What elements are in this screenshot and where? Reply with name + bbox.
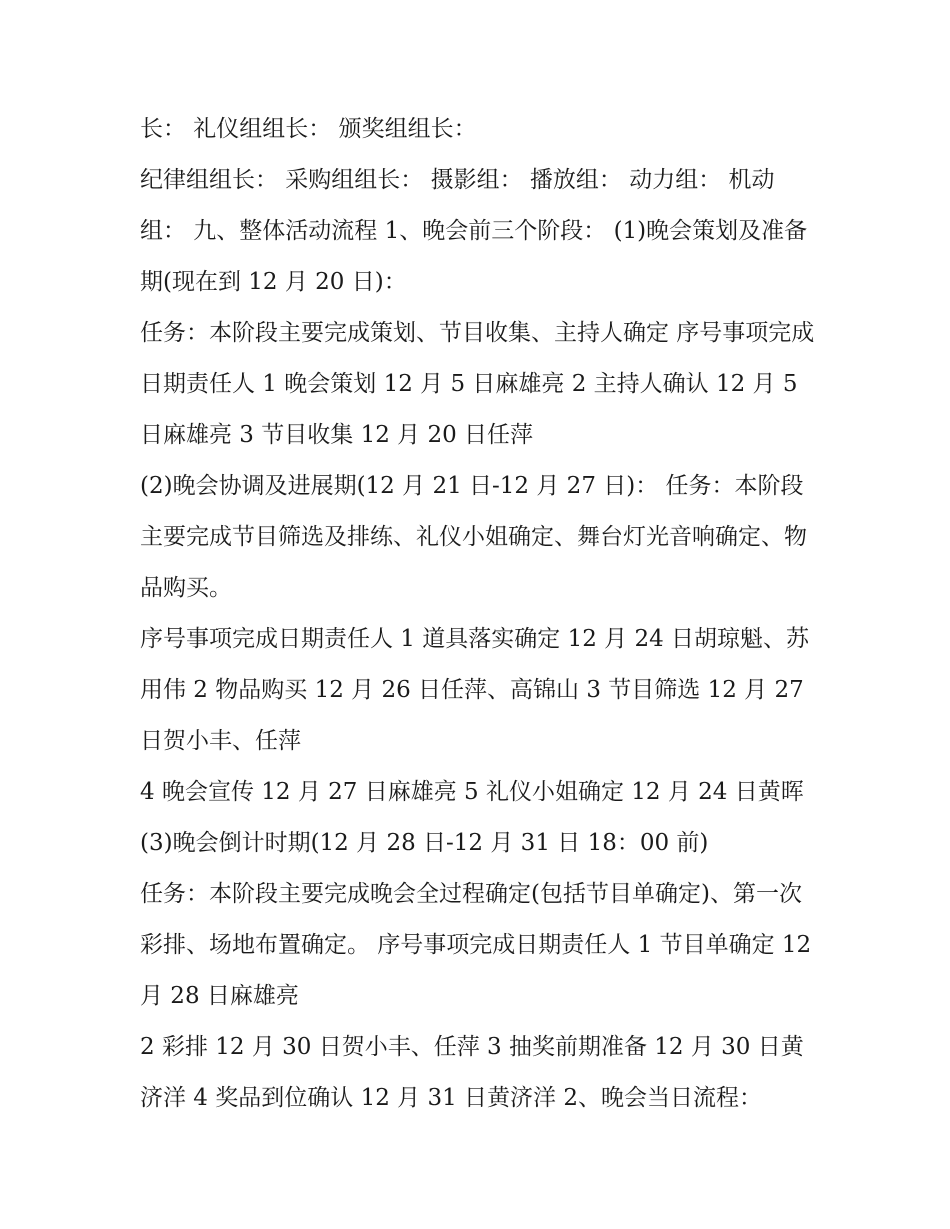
paragraph-stage3-tasks: 任务：本阶段主要完成晚会全过程确定(包括节目单确定)、第一次彩排、场地布置确定。 序号事项完成日期责任人 1 节目单确定 12 月 28 日麻雄亮 [140,881,812,1009]
paragraph-stage2-heading: (2)晚会协调及进展期(12 月 21 日-12 月 27 日)： 任务：本阶段主要完成节目筛选及排练、礼仪小姐确定、舞台灯光音响确定、物品购买。 [140,473,807,601]
document-body [140,104,820,1124]
paragraph-stage3-tasks-cont: 2 彩排 12 月 30 日贺小丰、任萍 3 抽奖前期准备 12 月 30 日黄济洋 4 奖品到位确认 12 月 31 日黄济洋 2、晚会当日流程： [140,1034,804,1111]
paragraph-stage2-tasks-cont: 4 晚会宣传 12 月 27 日麻雄亮 5 礼仪小姐确定 12 月 24 日黄晖 [140,779,804,805]
paragraph-stage3-heading: (3)晚会倒计时期(12 月 28 日-12 月 31 日 18：00 前) [140,830,709,856]
paragraph-committee-roles-part1: 长： 礼仪组组长： 颁奖组组长： [140,116,477,142]
paragraph-stage1-tasks: 任务：本阶段主要完成策划、节目收集、主持人确定 序号事项完成日期责任人 1 晚会策划 12 月 5 日麻雄亮 2 主持人确认 12 月 5 日麻雄亮 3 节目收集 12 月 20 日任萍 [140,320,815,448]
paragraph-committee-roles-part2: 纪律组组长： 采购组组长： 摄影组： 播放组： 动力组： 机动组： 九、整体活动流程 1、晚会前三个阶段： (1)晚会策划及准备期(现在到 12 月 20 日)： [140,167,808,295]
paragraph-stage2-tasks: 序号事项完成日期责任人 1 道具落实确定 12 月 24 日胡琼魁、苏用伟 2 物品购买 12 月 26 日任萍、高锦山 3 节目筛选 12 月 27 日贺小丰、任萍 [140,626,810,754]
